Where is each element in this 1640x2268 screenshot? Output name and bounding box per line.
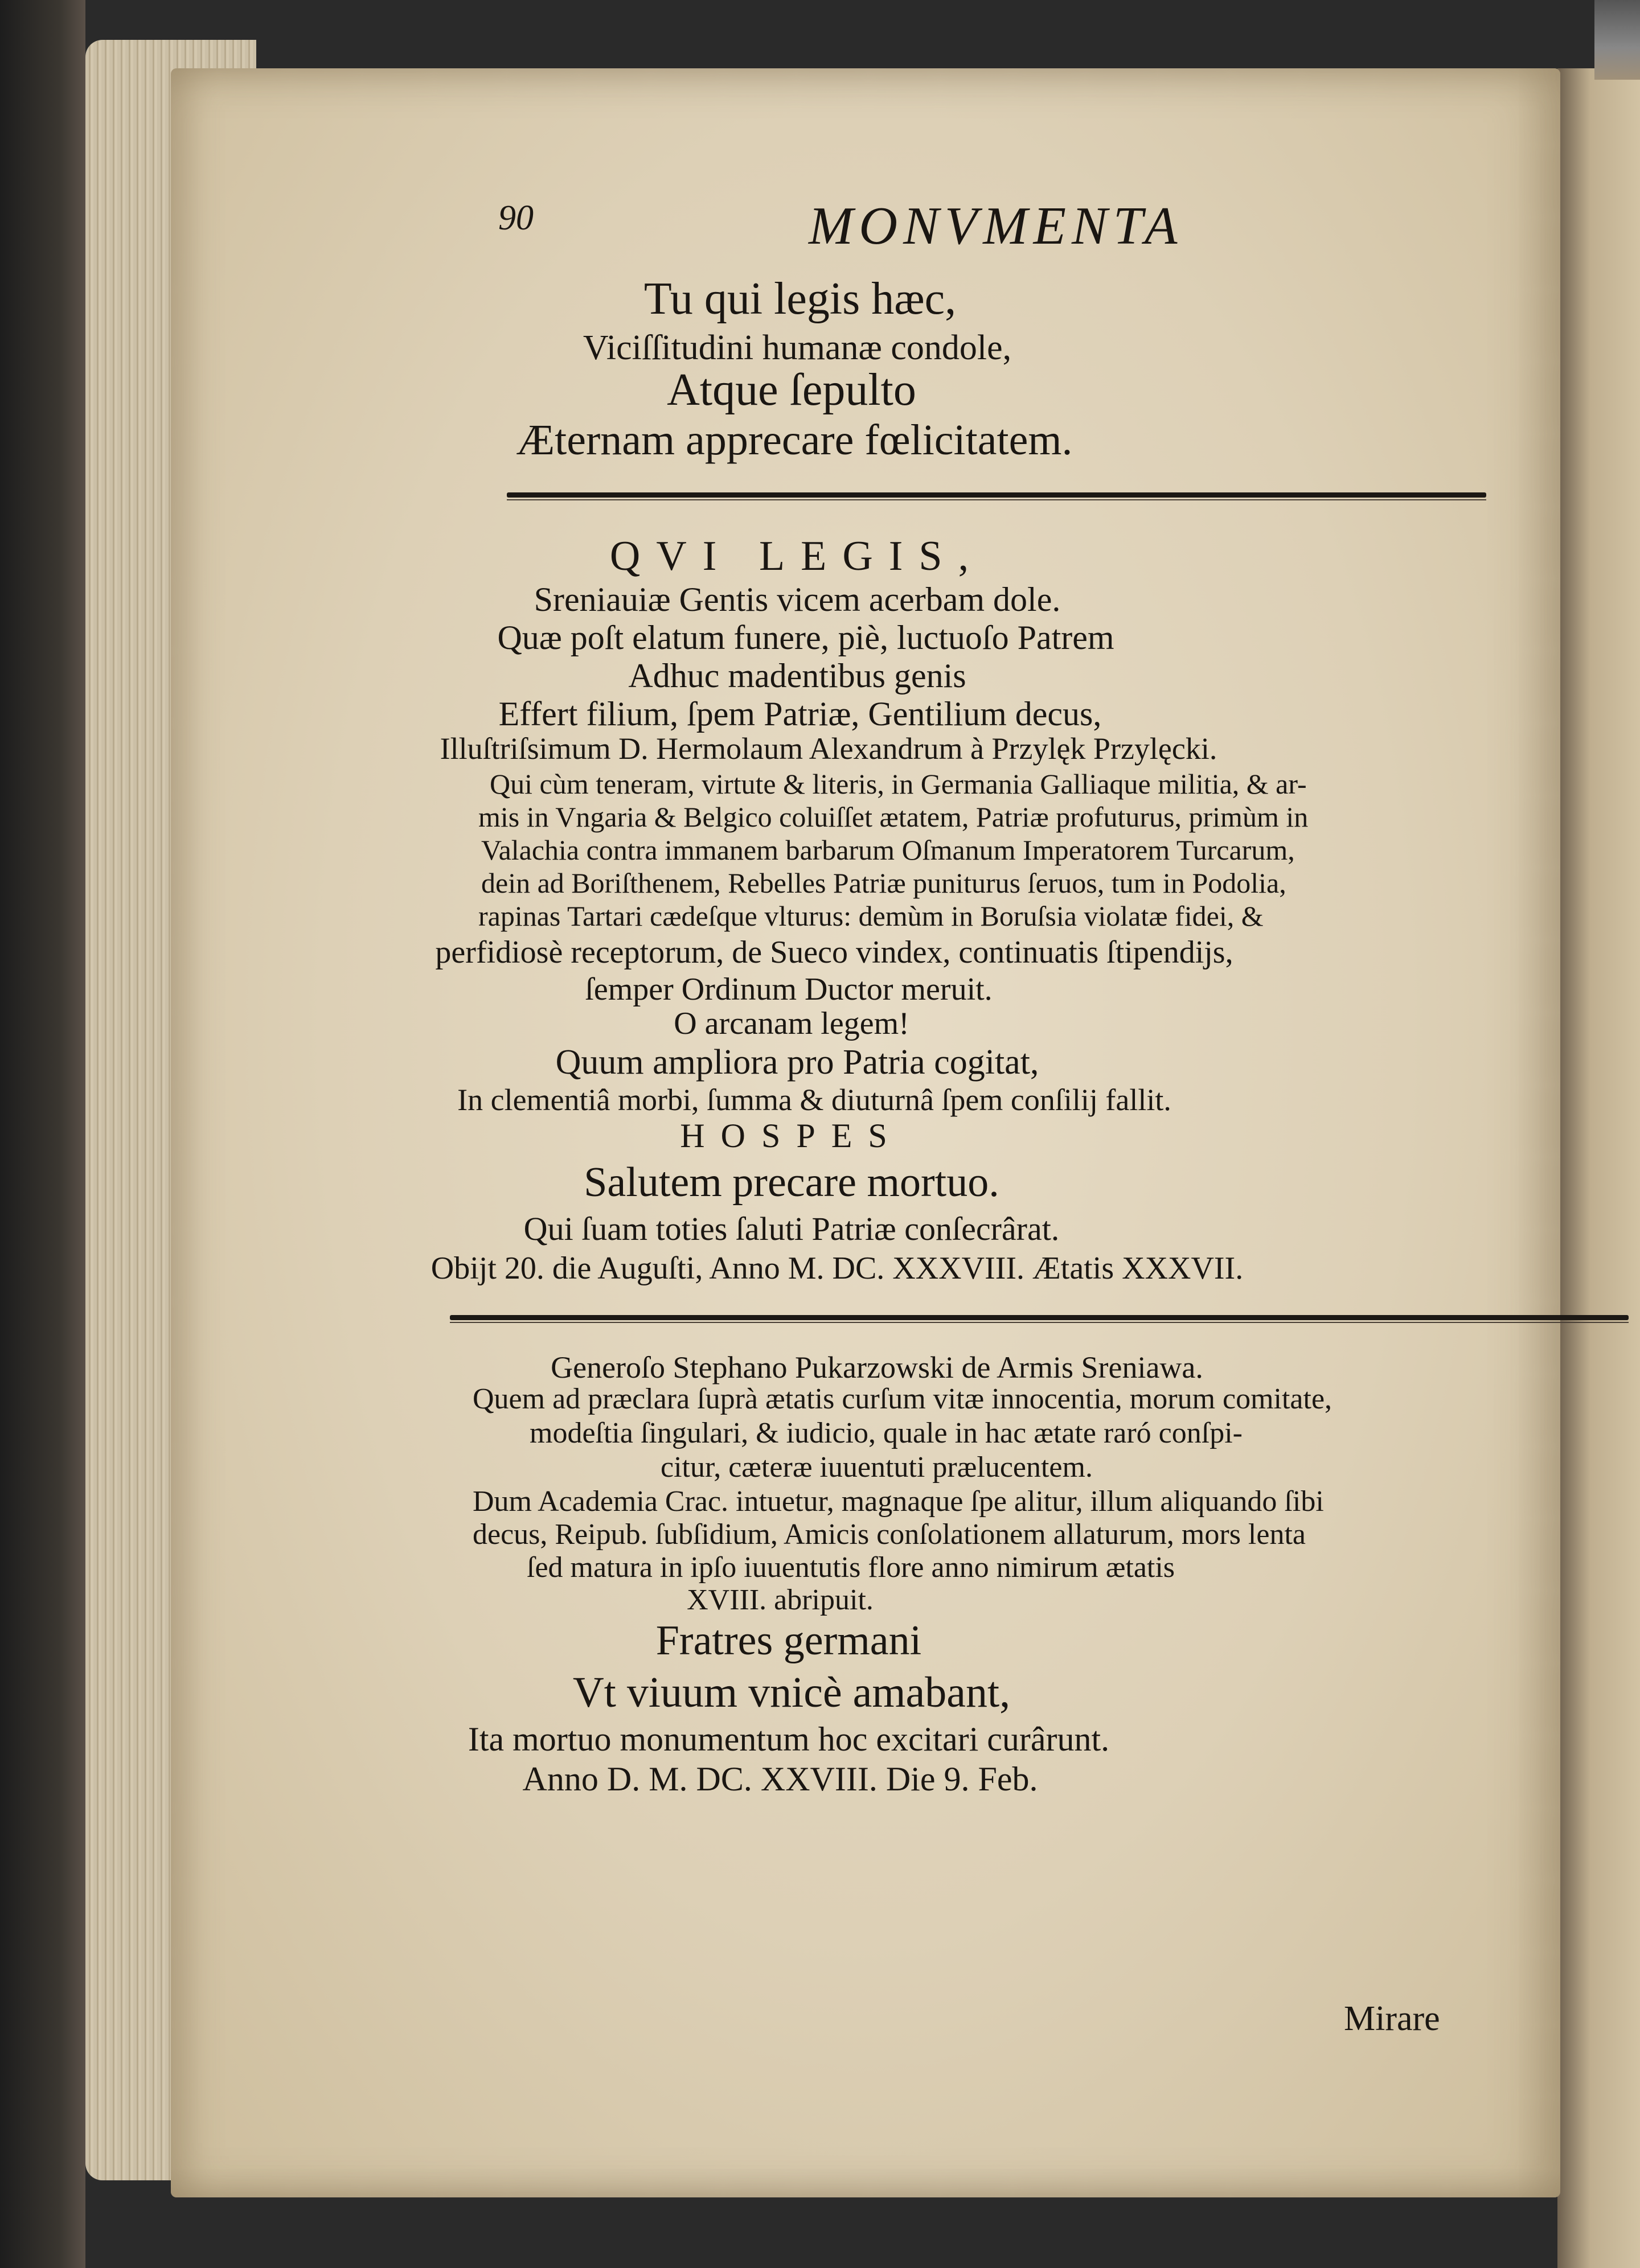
epitaph2-line: ſemper Ordinum Ductor meruit. [585, 972, 993, 1007]
divider-rule [450, 1315, 1629, 1320]
epitaph2-line: Quæ poſt elatum funere, piè, luctuoſo Patrem [497, 619, 1114, 656]
epitaph3-line: XVIII. abripuit. [687, 1584, 874, 1616]
epitaph2-line: perfidiosè receptorum, de Sueco vindex, continuatis ſtipendijs, [435, 935, 1233, 970]
epitaph3-line: modeſtia ſingulari, & iudicio, quale in hac ætate raró conſpi- [530, 1417, 1243, 1449]
epitaph1-line: Atque ſepulto [667, 365, 916, 415]
bookmark-ribbon [1594, 0, 1640, 80]
epitaph2-line: In clementiâ morbi, ſumma & diuturnâ ſpem conſilij fallit. [457, 1083, 1171, 1117]
epitaph2-line: Adhuc madentibus genis [628, 657, 966, 695]
epitaph2-heading: HOSPES [680, 1117, 903, 1154]
epitaph2-line: Effert filium, ſpem Patriæ, Gentilium decus, [498, 695, 1102, 733]
epitaph3-line: Quem ad præclara ſuprà ætatis curſum vitæ innocentia, morum comitate, [473, 1383, 1332, 1415]
epitaph3-line: Ita mortuo monumentum hoc excitari curârunt. [468, 1720, 1110, 1758]
epitaph1-line: Viciſſitudini humanæ condole, [583, 328, 1012, 367]
facing-page-edge [1557, 68, 1640, 2268]
epitaph2-line: mis in Vngaria & Belgico coluiſſet ætatem, Patriæ profuturus, primùm in [478, 801, 1309, 833]
epitaph3-line: Anno D. M. DC. XXVIII. Die 9. Feb. [522, 1760, 1038, 1798]
page-number: 90 [498, 199, 534, 237]
epitaph3-line: citur, cæteræ iuuentuti prælucentem. [661, 1451, 1093, 1484]
epitaph3-line: Generoſo Stephano Pukarzowski de Armis Sreniawa. [551, 1350, 1203, 1384]
divider-rule [507, 492, 1486, 498]
epitaph3-line: Vt viuum vnicè amabant, [572, 1669, 1011, 1716]
epitaph2-line: Illuſtriſsimum D. Hermolaum Alexandrum à Przylęk Przylęcki. [440, 732, 1217, 766]
epitaph2-line: Qui ſuam toties ſaluti Patriæ conſecrârat. [523, 1210, 1060, 1247]
epitaph2-line: Quum ampliora pro Patria cogitat, [555, 1043, 1039, 1082]
book-cover-left [0, 0, 85, 2268]
epitaph3-line: Fratres germani [655, 1617, 922, 1664]
epitaph2-line: Sreniauiæ Gentis vicem acerbam dole. [534, 581, 1061, 618]
page-text [171, 68, 1560, 2197]
running-head: MONVMENTA [809, 196, 1183, 256]
epitaph2-line: Valachia contra immanem barbarum Oſmanum Imperatorem Turcarum, [481, 834, 1295, 866]
epitaph2-line: Salutem precare mortuo. [584, 1159, 999, 1206]
epitaph1-line: Æternam apprecare fœlicitatem. [516, 416, 1073, 464]
epitaph1-line: Tu qui legis hæc, [643, 274, 957, 324]
catchword: Mirare [1344, 1999, 1440, 2038]
epitaph3-line: Dum Academia Crac. intuetur, magnaque ſpe alitur, illum aliquando ſibi [473, 1485, 1324, 1518]
epitaph3-line: decus, Reipub. ſubſidium, Amicis conſolationem allaturum, mors lenta [473, 1518, 1306, 1551]
book-page [171, 68, 1560, 2197]
epitaph2-line: rapinas Tartari cædeſque vlturus: demùm in Boruſsia violatæ fidei, & [478, 900, 1264, 932]
epitaph2-line: O arcanam legem! [674, 1006, 909, 1041]
epitaph2-line: Qui cùm teneram, virtute & literis, in Germania Galliaque militia, & ar- [490, 768, 1307, 800]
epitaph2-line: Obijt 20. die Auguſti, Anno M. DC. XXXVIII. Ætatis XXXVII. [430, 1251, 1244, 1286]
epitaph2-heading: QVI LEGIS, [609, 533, 985, 580]
epitaph3-line: ſed matura in ipſo iuuentutis flore anno nimirum ætatis [527, 1551, 1175, 1584]
epitaph2-line: dein ad Boriſthenem, Rebelles Patriæ puniturus ſeruos, tum in Podolia, [481, 867, 1286, 899]
